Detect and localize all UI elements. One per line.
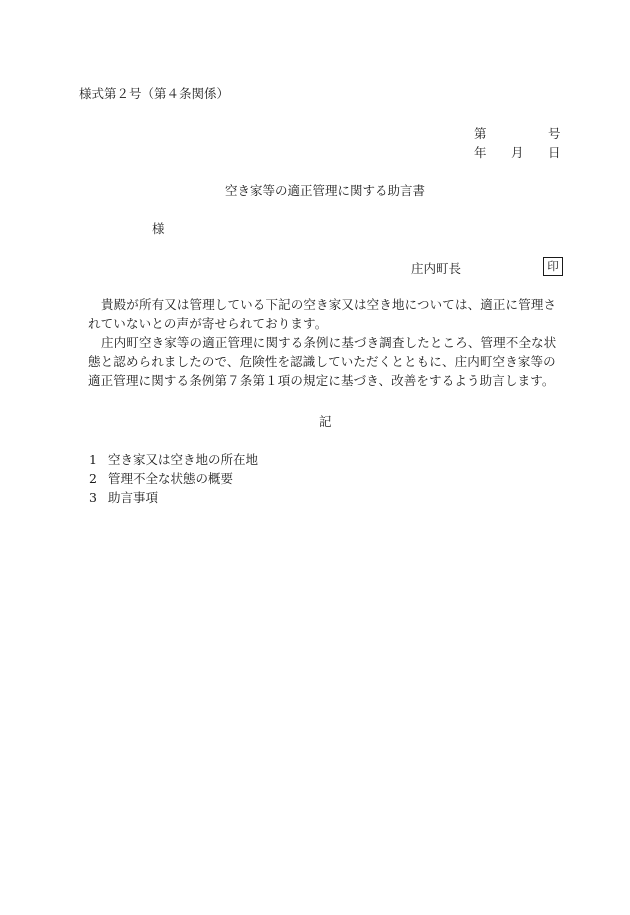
list-item (89, 450, 258, 468)
issue-date-year: 年 (474, 145, 487, 160)
list-item-number: 1 (89, 452, 97, 467)
ki-heading: 記 (319, 414, 332, 429)
document-title: 空き家等の適正管理に関する助言書 (225, 183, 426, 198)
list-item (89, 469, 233, 487)
body-paragraph-1: 貴殿が所有又は管理している下記の空き家又は空き地については、適正に管理されていないとの声が寄せられております。 (88, 297, 557, 331)
list-item-number: 2 (89, 471, 97, 486)
issue-number-suffix: 号 (548, 126, 561, 141)
issue-number-prefix: 第 (474, 126, 487, 141)
list-item-label: 助言事項 (108, 490, 159, 505)
list-item-number: 3 (89, 490, 97, 505)
list-item-label: 管理不全な状態の概要 (108, 471, 234, 486)
issue-date-month: 月 (511, 145, 524, 160)
issue-number-line (0, 124, 560, 144)
sender-title: 庄内町長 (411, 261, 462, 276)
list-item-label: 空き家又は空き地の所在地 (108, 452, 259, 467)
form-number: 様式第２号（第４条関係） (79, 86, 230, 101)
issue-date-line (0, 143, 560, 163)
body-paragraph-2: 庄内町空き家等の適正管理に関する条例に基づき調査したところ、管理不全な状態と認められましたので、危険性を認識していただくとともに、庄内町空き家等の適正管理に関する条例第７条第１項の規定に基づき、改善をするよう助言します。 (88, 335, 557, 388)
issue-date-day: 日 (548, 145, 561, 160)
seal-mark: 印 (543, 257, 563, 276)
list-item (89, 488, 158, 506)
addressee-suffix: 様 (152, 221, 165, 236)
